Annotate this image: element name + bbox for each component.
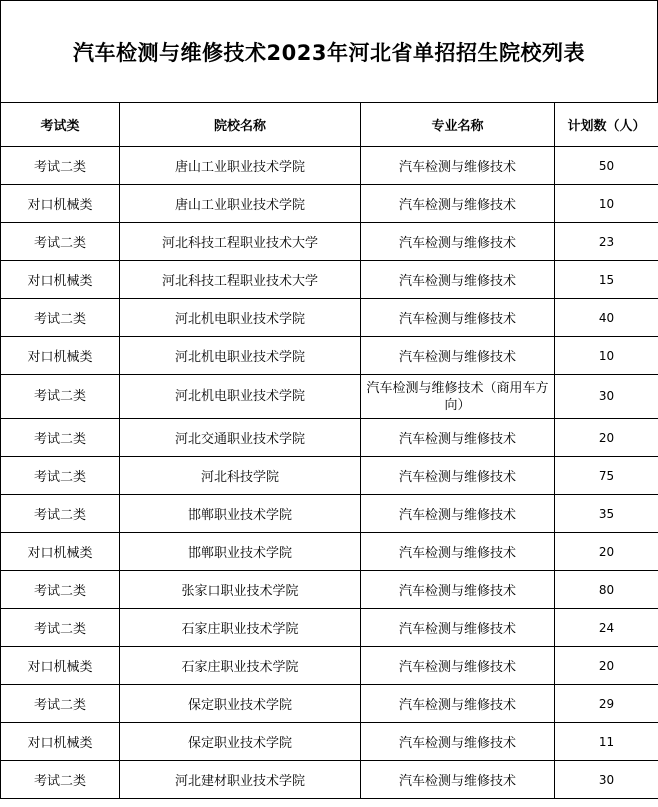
cell-school: 保定职业技术学院 [120,685,361,723]
cell-school: 河北机电职业技术学院 [120,299,361,337]
cell-major: 汽车检测与维修技术 [361,337,555,375]
cell-major: 汽车检测与维修技术 [361,647,555,685]
table-row [1,299,658,337]
cell-school: 河北建材职业技术学院 [120,761,361,799]
cell-school: 张家口职业技术学院 [120,571,361,609]
table-row [1,337,658,375]
cell-plan: 20 [555,419,658,457]
cell-plan: 80 [555,571,658,609]
cell-plan: 29 [555,685,658,723]
cell-major: 汽车检测与维修技术 [361,723,555,761]
cell-major: 汽车检测与维修技术 [361,147,555,185]
cell-category: 考试二类 [1,761,120,799]
cell-major: 汽车检测与维修技术 [361,299,555,337]
cell-school: 石家庄职业技术学院 [120,609,361,647]
cell-school: 河北科技工程职业技术大学 [120,261,361,299]
cell-major: 汽车检测与维修技术 [361,571,555,609]
cell-category: 考试二类 [1,457,120,495]
cell-school: 邯郸职业技术学院 [120,533,361,571]
cell-category: 对口机械类 [1,533,120,571]
cell-plan: 10 [555,185,658,223]
cell-school: 河北科技工程职业技术大学 [120,223,361,261]
table-row [1,723,658,761]
cell-plan: 24 [555,609,658,647]
cell-category: 对口机械类 [1,261,120,299]
cell-plan: 30 [555,761,658,799]
table-row [1,609,658,647]
school-table [0,102,658,799]
table-row [1,571,658,609]
header-plan: 计划数（人） [555,103,658,147]
cell-category: 考试二类 [1,495,120,533]
table-body [1,147,658,799]
cell-school: 石家庄职业技术学院 [120,647,361,685]
table-row [1,533,658,571]
cell-plan: 20 [555,647,658,685]
page-title: 汽车检测与维修技术2023年河北省单招招生院校列表 [73,41,585,65]
header-row [1,103,658,147]
table-row [1,261,658,299]
cell-plan: 40 [555,299,658,337]
cell-plan: 30 [555,375,658,419]
cell-category: 考试二类 [1,299,120,337]
cell-plan: 20 [555,533,658,571]
table-row [1,647,658,685]
header-category: 考试类 [1,103,120,147]
table-row [1,761,658,799]
cell-plan: 11 [555,723,658,761]
cell-school: 河北机电职业技术学院 [120,337,361,375]
cell-category: 对口机械类 [1,337,120,375]
cell-major: 汽车检测与维修技术 [361,495,555,533]
table-row [1,419,658,457]
cell-major: 汽车检测与维修技术（商用车方向） [361,375,555,419]
cell-plan: 75 [555,457,658,495]
cell-category: 对口机械类 [1,723,120,761]
cell-school: 邯郸职业技术学院 [120,495,361,533]
cell-category: 对口机械类 [1,647,120,685]
cell-plan: 50 [555,147,658,185]
cell-plan: 35 [555,495,658,533]
cell-plan: 15 [555,261,658,299]
cell-category: 考试二类 [1,419,120,457]
table-row [1,147,658,185]
cell-school: 唐山工业职业技术学院 [120,185,361,223]
header-school: 院校名称 [120,103,361,147]
table-row [1,185,658,223]
cell-major: 汽车检测与维修技术 [361,685,555,723]
cell-category: 考试二类 [1,571,120,609]
header-major: 专业名称 [361,103,555,147]
cell-major: 汽车检测与维修技术 [361,457,555,495]
table-row [1,495,658,533]
cell-plan: 10 [555,337,658,375]
cell-category: 对口机械类 [1,185,120,223]
title-box [0,0,658,103]
cell-school: 河北机电职业技术学院 [120,375,361,419]
cell-category: 考试二类 [1,223,120,261]
cell-major: 汽车检测与维修技术 [361,761,555,799]
table-row [1,457,658,495]
cell-plan: 23 [555,223,658,261]
cell-school: 河北科技学院 [120,457,361,495]
cell-category: 考试二类 [1,685,120,723]
table-row [1,685,658,723]
cell-major: 汽车检测与维修技术 [361,609,555,647]
cell-category: 考试二类 [1,147,120,185]
cell-major: 汽车检测与维修技术 [361,419,555,457]
cell-category: 考试二类 [1,375,120,419]
cell-category: 考试二类 [1,609,120,647]
cell-major: 汽车检测与维修技术 [361,533,555,571]
cell-major: 汽车检测与维修技术 [361,185,555,223]
cell-school: 河北交通职业技术学院 [120,419,361,457]
table-row [1,223,658,261]
cell-school: 保定职业技术学院 [120,723,361,761]
table-row [1,375,658,419]
cell-school: 唐山工业职业技术学院 [120,147,361,185]
cell-major: 汽车检测与维修技术 [361,261,555,299]
cell-major: 汽车检测与维修技术 [361,223,555,261]
